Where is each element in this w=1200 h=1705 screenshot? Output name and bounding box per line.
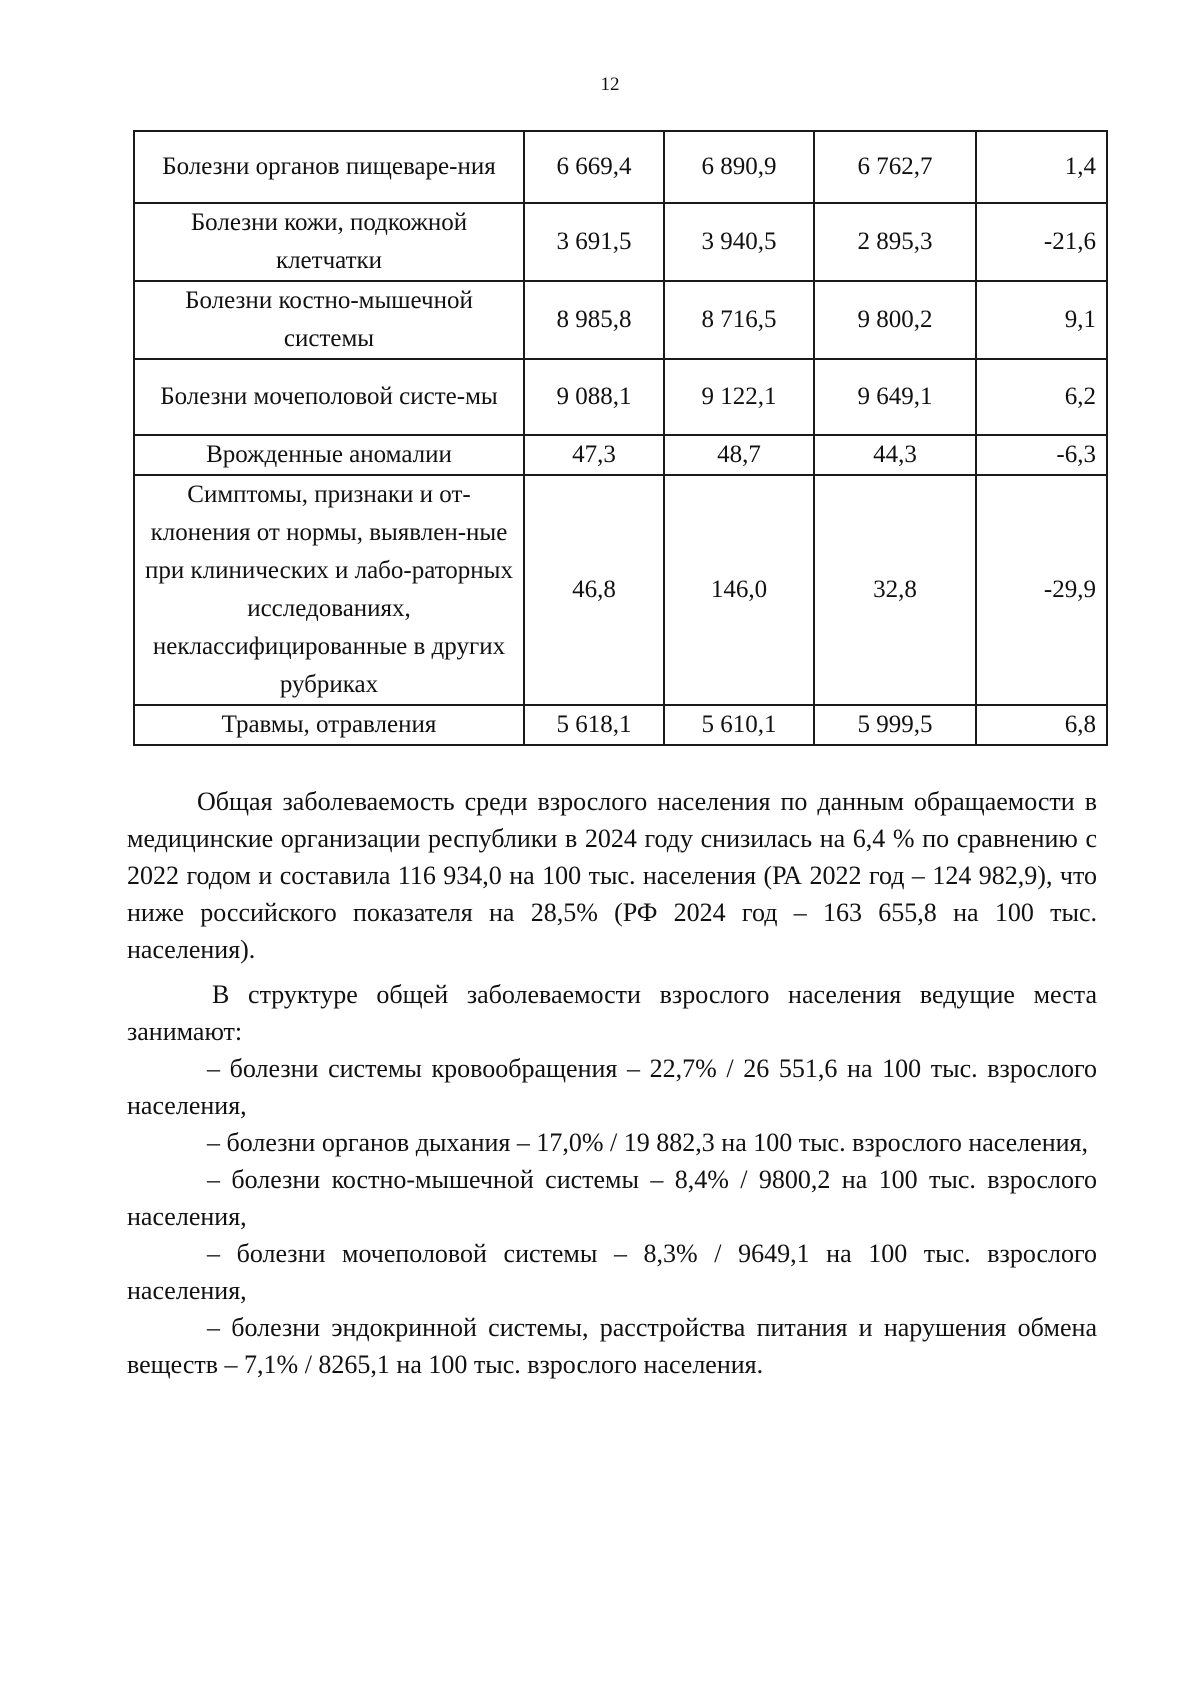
disease-name-cell: Болезни костно-мышечной системы bbox=[134, 281, 524, 359]
table-row bbox=[134, 705, 1107, 745]
change-percent-cell: 6,8 bbox=[976, 705, 1107, 745]
value-2024-cell: 44,3 bbox=[814, 435, 976, 475]
page-number: 12 bbox=[600, 74, 620, 95]
value-2024-cell: 5 999,5 bbox=[814, 705, 976, 745]
value-2023-cell: 3 940,5 bbox=[664, 203, 814, 281]
disease-name-cell: Врожденные аномалии bbox=[134, 435, 524, 475]
disease-name-cell: Болезни мочеполовой систе-мы bbox=[134, 359, 524, 435]
value-2023-cell: 146,0 bbox=[664, 475, 814, 705]
value-2022-cell: 6 669,4 bbox=[524, 131, 664, 203]
table-row bbox=[134, 131, 1107, 203]
morbidity-table bbox=[133, 130, 1108, 746]
structure-paragraph: В структуре общей заболеваемости взрослого населения ведущие места занимают: bbox=[127, 980, 1097, 1046]
value-2023-cell: 9 122,1 bbox=[664, 359, 814, 435]
value-2023-cell: 6 890,9 bbox=[664, 131, 814, 203]
list-item: – болезни системы кровообращения – 22,7% / 26 551,6 на 100 тыс. взрослого населения, bbox=[127, 1054, 1097, 1120]
value-2022-cell: 5 618,1 bbox=[524, 705, 664, 745]
list-item: – болезни эндокринной системы, расстройства питания и нарушения обмена веществ – 7,1% / 8265,1 на 100 тыс. взрослого населения. bbox=[127, 1313, 1097, 1379]
change-percent-cell: 9,1 bbox=[976, 281, 1107, 359]
value-2023-cell: 48,7 bbox=[664, 435, 814, 475]
value-2024-cell: 9 649,1 bbox=[814, 359, 976, 435]
list-item: – болезни мочеполовой системы – 8,3% / 9649,1 на 100 тыс. взрослого населения, bbox=[127, 1239, 1097, 1305]
value-2022-cell: 47,3 bbox=[524, 435, 664, 475]
table-row bbox=[134, 203, 1107, 281]
value-2022-cell: 9 088,1 bbox=[524, 359, 664, 435]
change-percent-cell: 6,2 bbox=[976, 359, 1107, 435]
table-row bbox=[134, 475, 1107, 705]
disease-name-cell: Симптомы, признаки и от-клонения от нормы, выявлен-ные при клинических и лабо-раторных исследованиях, неклассифицированные в других рубриках bbox=[134, 475, 524, 705]
value-2022-cell: 46,8 bbox=[524, 475, 664, 705]
change-percent-cell: -29,9 bbox=[976, 475, 1107, 705]
value-2024-cell: 6 762,7 bbox=[814, 131, 976, 203]
disease-name-cell: Болезни кожи, подкожной клетчатки bbox=[134, 203, 524, 281]
list-item: – болезни костно-мышечной системы – 8,4% / 9800,2 на 100 тыс. взрослого населения, bbox=[127, 1165, 1097, 1231]
value-2022-cell: 3 691,5 bbox=[524, 203, 664, 281]
change-percent-cell: 1,4 bbox=[976, 131, 1107, 203]
value-2023-cell: 8 716,5 bbox=[664, 281, 814, 359]
value-2024-cell: 9 800,2 bbox=[814, 281, 976, 359]
change-percent-cell: -21,6 bbox=[976, 203, 1107, 281]
value-2022-cell: 8 985,8 bbox=[524, 281, 664, 359]
disease-name-cell: Травмы, отравления bbox=[134, 705, 524, 745]
table-row bbox=[134, 435, 1107, 475]
body-text bbox=[127, 783, 1097, 1383]
value-2024-cell: 32,8 bbox=[814, 475, 976, 705]
value-2024-cell: 2 895,3 bbox=[814, 203, 976, 281]
table-row bbox=[134, 359, 1107, 435]
list-item: – болезни органов дыхания – 17,0% / 19 882,3 на 100 тыс. взрослого населения, bbox=[207, 1128, 1088, 1157]
value-2023-cell: 5 610,1 bbox=[664, 705, 814, 745]
disease-name-cell: Болезни органов пищеваре-ния bbox=[134, 131, 524, 203]
intro-paragraph: Общая заболеваемость среди взрослого населения по данным обращаемости в медицинские организации республики в 2024 году снизилась на 6,4 % по сравнению с 2022 годом и составила 116 934,0 на 100 тыс. населения (РА 2022 год – 124 982,9), что ниже российского показателя на 28,5% (РФ 2024 год – 163 655,8 на 100 тыс. населения). bbox=[127, 787, 1097, 964]
change-percent-cell: -6,3 bbox=[976, 435, 1107, 475]
table-row bbox=[134, 281, 1107, 359]
